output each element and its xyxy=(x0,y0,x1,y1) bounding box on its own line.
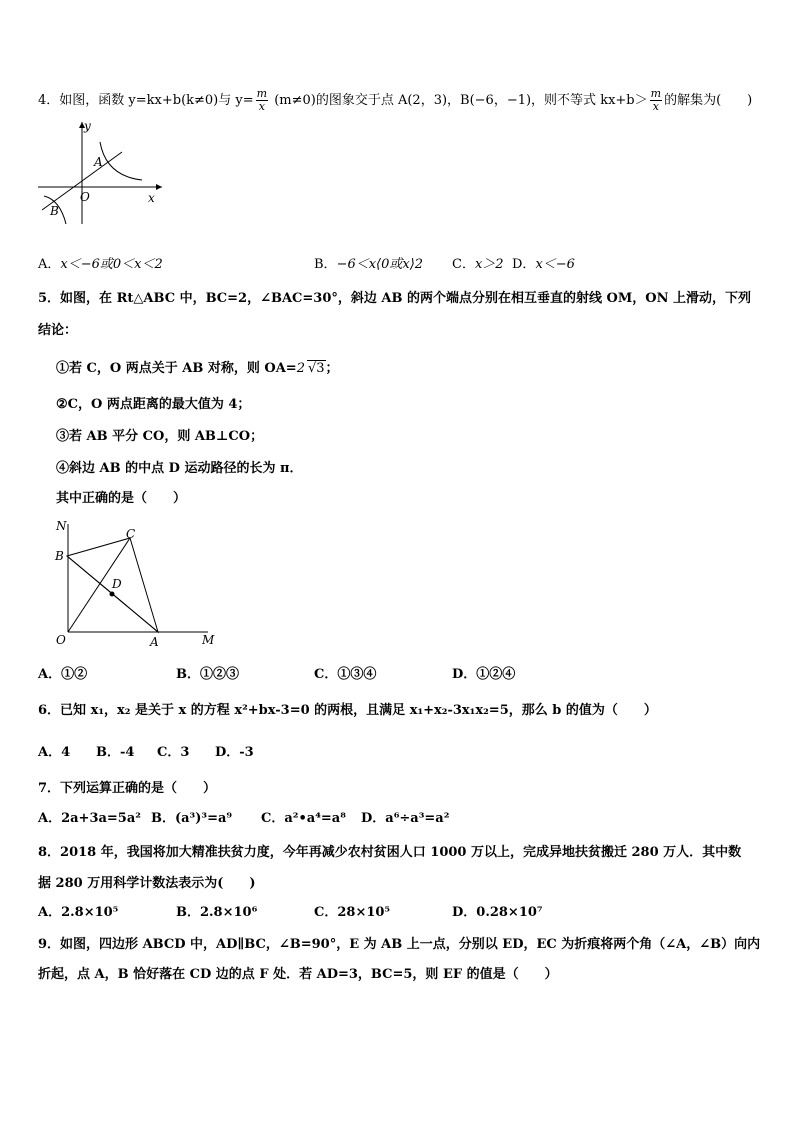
q6-option-d[interactable]: D．-3 xyxy=(215,745,254,760)
q5-fig-b: B xyxy=(55,549,64,563)
q5-fig-o: O xyxy=(56,633,66,647)
q9-stem-line-1: 9．如图，四边形 ABCD 中，AD∥BC，∠B=90°，E 为 AB 上一点，分别以 ED，EC 为折痕将两个角（∠A，∠B）向内 xyxy=(38,937,761,952)
q7-stem: 7．下列运算正确的是（ ） xyxy=(38,781,217,796)
q8-stem-line-2: 据 280 万用科学计数法表示为( ) xyxy=(38,876,256,891)
q5-question: 其中正确的是（ ） xyxy=(56,491,187,506)
q6-option-b[interactable]: B．-4 xyxy=(96,745,135,760)
q5-conclusion-1: ①若 C，O 两点关于 AB 对称，则 OA=2 √3； xyxy=(56,361,339,376)
q4-fig-b: B xyxy=(50,204,59,218)
q5-option-b[interactable]: B．①②③ xyxy=(176,667,239,682)
q5-stem-line-1: 5．如图，在 Rt△ABC 中，BC=2，∠BAC=30°，斜边 AB 的两个端点分别在相互垂直的射线 OM，ON 上滑动，下列 xyxy=(38,291,751,306)
q8-option-c[interactable]: C．28×10⁵ xyxy=(314,905,391,920)
q4-figure xyxy=(30,118,170,228)
q5-fig-c: C xyxy=(126,527,136,541)
q7-option-b[interactable]: B．(a³)³=a⁹ xyxy=(151,811,233,826)
q4-stem-a: 4．如图，函数 y=kx+b(k≠0)与 y= xyxy=(38,93,254,108)
q5-fig-d: D xyxy=(112,577,122,591)
q4-fig-y: y xyxy=(84,119,91,133)
q5-option-d[interactable]: D．①②④ xyxy=(452,667,516,682)
q4-option-d[interactable]: D．x＜−6 xyxy=(512,257,575,272)
q6-stem: 6．已知 x₁，x₂ 是关于 x 的方程 x²+bx-3=0 的两根，且满足 x₁+x₂-3x₁x₂=5，那么 b 的值为（ ） xyxy=(38,703,657,718)
q7-option-c[interactable]: C．a²•a⁴=a⁸ xyxy=(261,811,346,826)
q5-fig-n: N xyxy=(56,519,67,533)
q4-option-c[interactable]: C．x＞2 xyxy=(452,257,504,272)
q4-fraction-1: $\frac{m}{x}$ xyxy=(256,87,268,113)
q6-option-c[interactable]: C．3 xyxy=(157,745,190,760)
q5-option-a[interactable]: A．①② xyxy=(38,667,88,682)
q4-fig-x: x xyxy=(148,191,155,205)
q4-stem-b: (m≠0)的图象交于点 A(2，3)，B(−6，−1)，则不等式 kx+b＞ xyxy=(270,93,648,108)
q5-fig-m: M xyxy=(202,633,215,647)
q4-stem-c: 的解集为( ) xyxy=(664,93,753,108)
q7-option-d[interactable]: D．a⁶÷a³=a² xyxy=(361,811,450,826)
sqrt-symbol: √3 xyxy=(307,361,325,376)
q5-conclusion-2: ②C，O 两点距离的最大值为 4； xyxy=(56,397,251,412)
q5-conclusion-3: ③若 AB 平分 CO，则 AB⊥CO； xyxy=(56,429,264,444)
q5-fig-a: A xyxy=(150,635,159,649)
q5-stem-line-2: 结论： xyxy=(38,323,78,338)
q4-option-a[interactable]: A．x＜−6或0＜x＜2 xyxy=(38,257,163,272)
q8-option-d[interactable]: D．0.28×10⁷ xyxy=(452,905,543,920)
q4-stem xyxy=(38,88,752,113)
q5-conclusion-4: ④斜边 AB 的中点 D 运动路径的长为 π． xyxy=(56,461,303,476)
q4-option-b[interactable]: B．−6＜x⟨0或x⟩2 xyxy=(314,257,424,272)
q6-option-a[interactable]: A．4 xyxy=(38,745,71,760)
q5-figure xyxy=(50,516,230,652)
q8-option-a[interactable]: A．2.8×10⁵ xyxy=(38,905,119,920)
q4-fig-a: A xyxy=(94,155,103,169)
q4-fig-o: O xyxy=(80,190,90,204)
q4-fraction-2: $\frac{m}{x}$ xyxy=(650,87,662,113)
q7-option-a[interactable]: A．2a+3a=5a² xyxy=(38,811,141,826)
q8-option-b[interactable]: B．2.8×10⁶ xyxy=(176,905,258,920)
q8-stem-line-1: 8．2018 年，我国将加大精准扶贫力度，今年再减少农村贫困人口 1000 万以上，完成异地扶贫搬迁 280 万人．其中数 xyxy=(38,845,742,860)
q5-option-c[interactable]: C．①③④ xyxy=(314,667,377,682)
q9-stem-line-2: 折起，点 A，B 恰好落在 CD 边的点 F 处．若 AD=3，BC=5，则 EF 的值是（ ） xyxy=(38,967,558,982)
